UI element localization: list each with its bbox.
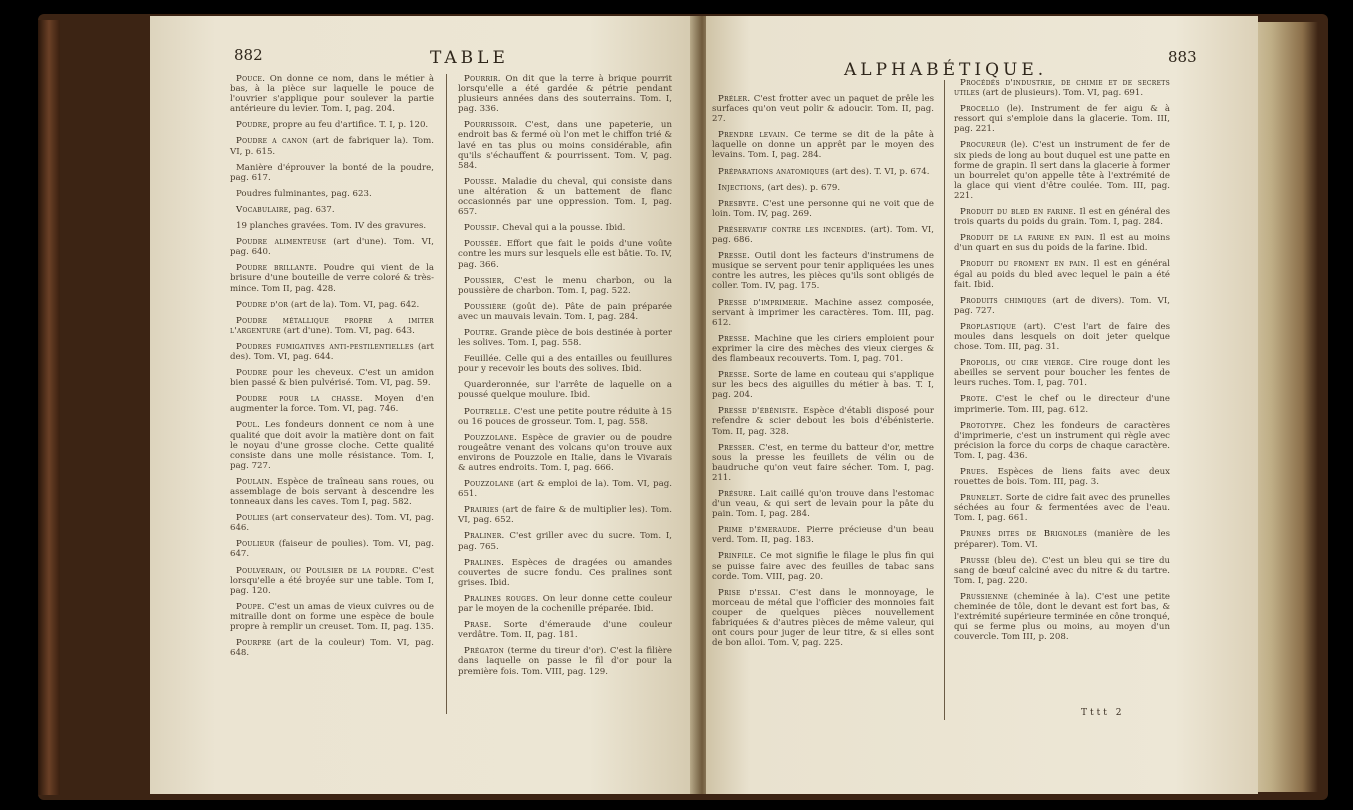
entry-headword: Prunes dites de Brignoles bbox=[960, 529, 1088, 540]
entry-text: (goût de). Pâte de pain préparée avec un mauvais levain. Tom. I, pag. 284. bbox=[458, 301, 672, 322]
index-entry bbox=[230, 566, 434, 596]
entry-text: Lait caillé qu'on trouve dans l'estomac d'un veau, & qui sert de levain pour la pâte du pain. Tom. I, pag. 284. bbox=[712, 489, 934, 520]
entry-headword: Poudre d'or bbox=[236, 299, 289, 310]
entry-text: (art conservateur des). Tom. VI, pag. 646. bbox=[230, 513, 434, 534]
index-entry bbox=[712, 183, 934, 193]
entry-text: , pag. 637. bbox=[288, 204, 335, 215]
index-entry bbox=[458, 558, 672, 588]
index-entry bbox=[230, 300, 434, 310]
entry-headword: Prototype. bbox=[960, 420, 1007, 431]
index-entry bbox=[230, 368, 434, 388]
index-entry bbox=[230, 263, 434, 293]
left-column-1 bbox=[230, 74, 434, 664]
entry-headword: Poutrelle. bbox=[464, 406, 511, 417]
index-entry bbox=[458, 239, 672, 269]
right-page bbox=[706, 16, 1258, 794]
entry-headword: Poussif. bbox=[464, 223, 500, 234]
entry-headword: Praliner. bbox=[464, 531, 505, 542]
entry-text: Il est au moins d'un quart en sus du poids de la farine. Ibid. bbox=[954, 233, 1170, 254]
index-entry bbox=[954, 78, 1170, 98]
index-entry bbox=[458, 433, 672, 473]
entry-text: (faiseur de poulies). Tom. VI, pag. 647. bbox=[230, 539, 434, 560]
entry-headword: Poudre métallique propre a imiter l'argenture bbox=[230, 315, 434, 336]
index-entry bbox=[954, 140, 1170, 201]
entry-text: (art des). Tom. VI, pag. 644. bbox=[230, 341, 434, 362]
index-entry bbox=[954, 556, 1170, 586]
entry-text: Ce terme se dit de la pâte à laquelle on donne un apprêt par le moyen des levains. Tom. I, pag. 284. bbox=[712, 130, 934, 161]
entry-headword: Presse. bbox=[718, 370, 751, 381]
entry-text: C'est une personne qui ne voit que de loin. Tom. IV, pag. 269. bbox=[712, 198, 934, 219]
left-column-2 bbox=[458, 74, 672, 683]
index-entry bbox=[230, 394, 434, 414]
index-entry bbox=[458, 177, 672, 217]
entry-headword: Poussière bbox=[464, 301, 507, 312]
entry-headword: Poudre bbox=[236, 368, 268, 379]
index-entry bbox=[712, 130, 934, 160]
entry-headword: Vocabulaire bbox=[236, 204, 289, 215]
entry-text: C'est griller avec du sucre. Tom. I, pag. 765. bbox=[458, 531, 672, 552]
index-entry bbox=[230, 602, 434, 632]
entry-headword: Injections, bbox=[718, 182, 765, 193]
entry-text: (le). Instrument de fer aigu & à ressort qui s'emploie dans la glacerie. Tom. III, pag. 221. bbox=[954, 104, 1170, 135]
entry-text: (bleu de). C'est un bleu qui se tire du sang de bœuf calciné avec du nitre & du tartre. Tom. I, pag. 220. bbox=[954, 555, 1170, 586]
entry-text: Cire rouge dont les abeilles se servent pour boucher les fentes de leurs ruches. Tom. I, pag. 701. bbox=[954, 358, 1170, 389]
entry-headword: Presser. bbox=[718, 442, 755, 453]
entry-headword: Poulieur bbox=[236, 539, 275, 550]
entry-text: On leur donne cette couleur par le moyen de la cochenille préparée. Ibid. bbox=[458, 593, 672, 615]
entry-text: (art d'une). Tom. VI, pag. 640. bbox=[230, 237, 434, 258]
entry-headword: Pouzzolane bbox=[464, 479, 514, 490]
entry-text: (art de la). Tom. VI, pag. 642. bbox=[288, 299, 420, 310]
index-entry bbox=[712, 443, 934, 483]
entry-text: C'est, en terme du batteur d'or, mettre sous la presse les feuillets de vélin ou de baudruche qu'on veut faire sécher. Tom. I, pag. 211. bbox=[712, 442, 934, 483]
index-entry bbox=[954, 233, 1170, 253]
index-entry bbox=[230, 316, 434, 336]
index-entry bbox=[230, 539, 434, 559]
entry-text: Manière d'éprouver la bonté de la poudre, pag. 617. bbox=[230, 162, 434, 183]
entry-text: (art de la couleur) Tom. VI, pag. 648. bbox=[230, 638, 434, 659]
entry-text: C'est lorsqu'elle a été broyée sur une table. Tom I, pag. 120. bbox=[230, 565, 434, 596]
index-entry bbox=[230, 513, 434, 533]
index-entry bbox=[458, 276, 672, 296]
entry-headword: Pouzzolane. bbox=[464, 432, 517, 443]
index-entry bbox=[458, 407, 672, 427]
entry-headword: Poudre pour la chasse. bbox=[236, 394, 363, 405]
index-entry bbox=[954, 322, 1170, 352]
index-entry bbox=[230, 120, 434, 130]
right-column-2 bbox=[954, 78, 1170, 648]
entry-headword: Poulies bbox=[236, 513, 269, 524]
entry-text: Moyen d'en augmenter la force. Tom. VI, pag. 746. bbox=[230, 394, 434, 415]
entry-text: Poudres fulminantes, pag. 623. bbox=[236, 188, 372, 199]
entry-text: Effort que fait le poids d'une voûte contre les murs sur lesquels elle est bâtie. To. IV, pag. 366. bbox=[458, 239, 672, 270]
index-entry bbox=[954, 394, 1170, 414]
entry-text: Espèce d'établi disposé pour refendre & scier debout les bois d'ébénisterie. Tom. II, pag. 328. bbox=[712, 406, 934, 437]
left-page-header: TABLE bbox=[430, 48, 509, 68]
index-entry bbox=[458, 223, 672, 233]
entry-headword: Préservatif contre les incendies. bbox=[718, 224, 867, 235]
entry-headword: Préler. bbox=[718, 94, 751, 104]
entry-headword: Produits chimiques bbox=[960, 295, 1047, 306]
entry-headword: Prussienne bbox=[960, 591, 1009, 602]
index-entry bbox=[712, 298, 934, 328]
entry-text: Chez les fondeurs de caractères d'imprimerie, c'est un instrument qui règle avec précision la force du corps de chaque caractère. Tom. I, pag. 436. bbox=[954, 420, 1170, 461]
index-entry bbox=[954, 104, 1170, 134]
entry-headword: Procello bbox=[960, 104, 1000, 115]
entry-text: C'est le chef ou le directeur d'une imprimerie. Tom. III, pag. 612. bbox=[954, 394, 1170, 415]
index-entry bbox=[230, 342, 434, 362]
entry-text: Il est en général des trois quarts du poids du grain. Tom. I, pag. 284. bbox=[954, 207, 1170, 228]
entry-headword: Poudre alimenteuse bbox=[236, 237, 327, 248]
entry-headword: Presse d'ébéniste. bbox=[718, 406, 799, 417]
entry-text: (art & emploi de la). Tom. VI, pag. 651. bbox=[458, 479, 672, 500]
entry-headword: Prise d'essai. bbox=[718, 587, 781, 598]
entry-headword: Poul. bbox=[236, 420, 260, 431]
entry-headword: Presse d'imprimerie. bbox=[718, 297, 809, 308]
left-page bbox=[150, 16, 698, 794]
entry-headword: Pousse. bbox=[464, 176, 498, 187]
entry-headword: Presbyte. bbox=[718, 198, 759, 209]
entry-headword: Poudre bbox=[236, 120, 268, 131]
entry-headword: Poulverain, ou Poulsier de la poudre. bbox=[236, 565, 408, 576]
entry-text: (le). C'est un instrument de fer de six pieds de long au bout duquel est une patte en forme de grapin. Il sert dans la glacerie à former un bourrelet qu'on appelle tête à l'extrémité de la glace qui vient d'être coulée. Tom. III, pag. 221. bbox=[954, 140, 1170, 201]
index-entry bbox=[230, 420, 434, 470]
entry-text: Maladie du cheval, qui consiste dans une altération & un battement de flanc occasionnés par une oppression. Tom. I, pag. 657. bbox=[458, 176, 672, 218]
entry-text: (art d'une). Tom. VI, pag. 643. bbox=[280, 325, 415, 336]
entry-headword: Pourrissoir. bbox=[464, 120, 518, 131]
entry-text: Espèce de gravier ou de poudre rougeâtre venant des volcans qu'on trouve aux environs de Pouzzole en Italie, dans le Vivarais & autres endroits. Tom. I, pag. 666. bbox=[458, 432, 672, 473]
index-entry bbox=[954, 493, 1170, 523]
entry-text: (art). C'est l'art de faire des moules dans lesquels on doit jeter quelque chose. Tom. III, pag. 31. bbox=[954, 321, 1170, 353]
entry-headword: Poudre brillante. bbox=[236, 263, 317, 274]
entry-text: Espèces de liens faits avec deux rouettes de bois. Tom. III, pag. 3. bbox=[954, 467, 1170, 488]
entry-text: C'est, dans une papeterie, un endroit bas & fermé où l'on met le chiffon trié & lavé en tas plus ou moins considérable, afin qu'ils s'échauffent & pourrissent. Tom. V, pag. 584. bbox=[458, 120, 672, 171]
entry-text: Machine assez composée, servant à imprimer les caractères. Tom. III, pag. 612. bbox=[712, 297, 934, 328]
index-entry bbox=[230, 638, 434, 658]
entry-text: Quarderonnée, sur l'arrête de laquelle on a poussé quelque moulure. Ibid. bbox=[458, 380, 672, 401]
left-page-number: 882 bbox=[234, 46, 263, 64]
entry-text: (art de faire & de multiplier les). Tom. VI, pag. 652. bbox=[458, 505, 672, 526]
index-entry bbox=[458, 620, 672, 640]
entry-headword: Pourpre bbox=[236, 638, 272, 649]
entry-text: Espèce de traîneau sans roues, ou assemblage de bois servant à descendre les tonneaux dans les caves. Tom I, pag. 582. bbox=[230, 476, 434, 508]
entry-headword: Produit de la farine en pain. bbox=[960, 233, 1095, 244]
entry-headword: Poupe. bbox=[236, 601, 265, 612]
index-entry bbox=[458, 646, 672, 676]
entry-headword: Prues. bbox=[960, 467, 989, 477]
entry-text: (manière de les préparer). Tom. VI. bbox=[954, 529, 1171, 550]
index-entry bbox=[712, 94, 934, 124]
index-entry bbox=[458, 354, 672, 374]
index-entry bbox=[954, 421, 1170, 461]
index-entry bbox=[954, 296, 1170, 316]
index-entry bbox=[712, 167, 934, 177]
entry-text: C'est dans le monnoyage, le morceau de métal que l'officier des monnoies fait couper de quelques pièces nouvellement fabriquées & d'autres pièces de même valeur, qui ont cours pour juger de leur titre, & si elles sont de bon alloi. Tom. V, pag. 225. bbox=[712, 587, 934, 649]
entry-headword: Presse. bbox=[718, 251, 751, 262]
index-entry bbox=[458, 531, 672, 551]
entry-text: Pierre précieuse d'un beau verd. Tom. II, pag. 183. bbox=[712, 525, 934, 546]
entry-text: C'est un amas de vieux cuivres ou de mitraille dont on forme une espèce de boule propre à remplir un creuset. Tom. II, pag. 135. bbox=[230, 601, 434, 633]
index-entry bbox=[458, 328, 672, 348]
index-entry bbox=[712, 199, 934, 219]
index-entry bbox=[230, 74, 434, 114]
index-entry bbox=[230, 221, 434, 231]
entry-text: (art de divers). Tom. VI, pag. 727. bbox=[954, 295, 1171, 316]
entry-text: Machine que les ciriers emploient pour exprimer la cire des mèches des vieux cierges & des flambeaux recouverts. Tom. I, pag. 701. bbox=[712, 333, 934, 364]
entry-text: Grande pièce de bois destinée à porter les solives. Tom. I, pag. 558. bbox=[458, 327, 672, 349]
entry-headword: Poussée. bbox=[464, 239, 502, 250]
entry-text: Sorte de lame en couteau qui s'applique sur les becs des aiguilles du métier à bas. T. I, pag. 204. bbox=[712, 370, 934, 401]
entry-headword: Prase. bbox=[464, 620, 492, 631]
entry-headword: Poussier, bbox=[464, 275, 505, 286]
index-entry bbox=[712, 406, 934, 436]
entry-text: Sorte d'émeraude d'une couleur verdâtre. Tom. II, pag. 181. bbox=[458, 620, 672, 641]
index-entry bbox=[712, 551, 934, 581]
right-column-1 bbox=[712, 94, 934, 654]
column-divider bbox=[446, 74, 447, 714]
index-entry bbox=[954, 467, 1170, 487]
signature-mark: Tttt 2 bbox=[1081, 708, 1125, 718]
entry-text: Feuillée. Celle qui a des entailles ou feuillures pour y recevoir les bouts des solives. Ibid. bbox=[458, 354, 672, 375]
right-page-header: ALPHABÉTIQUE. bbox=[844, 60, 1048, 80]
index-entry bbox=[712, 251, 934, 291]
index-entry bbox=[712, 370, 934, 400]
entry-headword: Produit du bled en farine. bbox=[960, 207, 1077, 218]
entry-text: Espèces de dragées ou amandes couvertes de sucre fondu. Ces pralines sont grises. Ibid. bbox=[458, 557, 672, 588]
entry-headword: Propolis, ou cire vierge. bbox=[960, 358, 1074, 369]
index-entry bbox=[458, 302, 672, 322]
index-entry bbox=[954, 529, 1170, 549]
index-entry bbox=[458, 594, 672, 614]
entry-text: Sorte de cidre fait avec des prunelles séchées au four & fermentées avec de l'eau. Tom. I, pag. 661. bbox=[954, 493, 1170, 524]
right-page-number: 883 bbox=[1168, 48, 1197, 66]
entry-text: C'est frotter avec un paquet de prêle les surfaces qu'on veut polir & adoucir. Tom. II, pag. 27. bbox=[712, 94, 934, 125]
entry-headword: Pralines rouges. bbox=[464, 593, 539, 604]
entry-headword: Poulain. bbox=[236, 476, 273, 487]
entry-text: (art de fabriquer la). Tom. VI, p. 615. bbox=[230, 136, 434, 157]
index-entry bbox=[230, 205, 434, 215]
index-entry bbox=[230, 136, 434, 156]
index-entry bbox=[458, 74, 672, 114]
entry-headword: Présure. bbox=[718, 489, 756, 499]
entry-text: Les fondeurs donnent ce nom à une qualité que doit avoir la matière dont on fait le noyau d'une grosse cloche. Cette qualité consiste dans une molle résistance. Tom. I, pag. 727. bbox=[230, 420, 434, 471]
entry-headword: Produit du froment en pain. bbox=[960, 259, 1089, 270]
index-entry bbox=[712, 334, 934, 364]
entry-text: Il est en général égal au poids du bled avec lequel le pain a été fait. Ibid. bbox=[954, 259, 1171, 290]
entry-headword: Prote. bbox=[960, 394, 989, 405]
entry-headword: Procureur bbox=[960, 140, 1007, 151]
entry-headword: Prime d'émeraude. bbox=[718, 525, 801, 536]
entry-text: Outil dont les facteurs d'instrumens de musique se servent pour tenir appliquées les unes contre les autres, les pièces qu'ils sont obligés de coller. Tom. IV, pag. 175. bbox=[712, 251, 934, 292]
entry-headword: Pouce. bbox=[236, 74, 266, 84]
entry-text: C'est une petite poutre réduite à 15 ou 16 pouces de grosseur. Tom. I, pag. 558. bbox=[458, 406, 672, 427]
entry-text: On donne ce nom, dans le métier à bas, à la pièce sur laquelle le pouce de l'ouvrier s'applique pour soulever la partie antérieure du levier. Tom. I, pag. 204. bbox=[230, 74, 434, 115]
entry-headword: Prinfile. bbox=[718, 551, 757, 562]
entry-text: (cheminée à la). C'est une petite cheminée de tôle, dont le devant est fort bas, & l'extrémité supérieure terminée en cône tronqué, qui se ferme plus ou moins, au moyen d'un couvercle. Tom III, p. 208. bbox=[954, 591, 1170, 643]
index-entry bbox=[458, 505, 672, 525]
entry-headword: Pourrir. bbox=[464, 74, 501, 84]
entry-headword: Prairies bbox=[464, 505, 499, 516]
entry-text: Cheval qui a la pousse. Ibid. bbox=[499, 223, 626, 234]
entry-headword: Prégaton bbox=[464, 646, 505, 657]
index-entry bbox=[712, 225, 934, 245]
index-entry bbox=[712, 489, 934, 519]
entry-headword: Prusse bbox=[960, 555, 990, 566]
entry-headword: Poudres fumigatives anti-pestilentielles bbox=[236, 341, 414, 352]
index-entry bbox=[230, 477, 434, 507]
entry-text: (art). Tom. VI, pag. 686. bbox=[712, 224, 934, 246]
index-entry bbox=[230, 237, 434, 257]
index-entry bbox=[230, 163, 434, 183]
index-entry bbox=[458, 120, 672, 170]
entry-text: pour les cheveux. C'est un amidon bien passé & bien pulvérisé. Tom. VI, pag. 59. bbox=[230, 368, 434, 389]
entry-text: On dit que la terre à brique pourrit lorsqu'elle a été gardée & pétrie pendant plusieurs années dans des souterrains. Tom. I, pag. 336. bbox=[458, 74, 672, 115]
entry-text: (art de plusieurs). Tom. VI, pag. 691. bbox=[979, 88, 1144, 99]
entry-headword: Pralines. bbox=[464, 557, 505, 568]
entry-text: Poudre qui vient de la brisure d'une bouteille de verre coloré & très-mince. Tom II, pag. 428. bbox=[230, 263, 434, 294]
index-entry bbox=[712, 525, 934, 545]
index-entry bbox=[458, 380, 672, 400]
index-entry bbox=[954, 207, 1170, 227]
index-entry bbox=[954, 358, 1170, 388]
index-entry bbox=[954, 592, 1170, 642]
entry-text: (terme du tireur d'or). C'est la filière dans laquelle on passe le fil d'or pour la première fois. Tom. VIII, pag. 129. bbox=[458, 646, 672, 677]
index-entry bbox=[230, 189, 434, 199]
entry-text: (art des). T. VI, p. 674. bbox=[829, 166, 930, 177]
column-divider bbox=[944, 80, 945, 720]
entry-headword: Proplastique bbox=[960, 321, 1017, 332]
index-entry bbox=[458, 479, 672, 499]
entry-text: 19 planches gravées. Tom. IV des gravures. bbox=[236, 221, 427, 232]
entry-text: Ce mot signifie le filage le plus fin qui se puisse faire avec des feuilles de tabac sans corde. Tom. VIII, pag. 20. bbox=[712, 551, 934, 582]
index-entry bbox=[712, 588, 934, 649]
entry-headword: Procédés d'industrie, de chimie et de secrets utiles bbox=[954, 78, 1170, 99]
entry-headword: Préparations anatomiques bbox=[718, 166, 830, 177]
book-spine bbox=[38, 20, 60, 795]
entry-text: , propre au feu d'artifice. T. I, p. 120. bbox=[267, 120, 429, 131]
entry-text: C'est le menu charbon, ou la poussière de charbon. Tom. I, pag. 522. bbox=[458, 275, 672, 296]
entry-headword: Poudre a canon bbox=[236, 136, 308, 147]
entry-headword: Presse. bbox=[718, 333, 751, 344]
entry-text: (art des). p. 679. bbox=[764, 182, 841, 193]
index-entry bbox=[954, 259, 1170, 289]
entry-headword: Poutre. bbox=[464, 327, 498, 338]
entry-headword: Prunelet. bbox=[960, 493, 1003, 504]
entry-headword: Prendre levain. bbox=[718, 130, 789, 141]
